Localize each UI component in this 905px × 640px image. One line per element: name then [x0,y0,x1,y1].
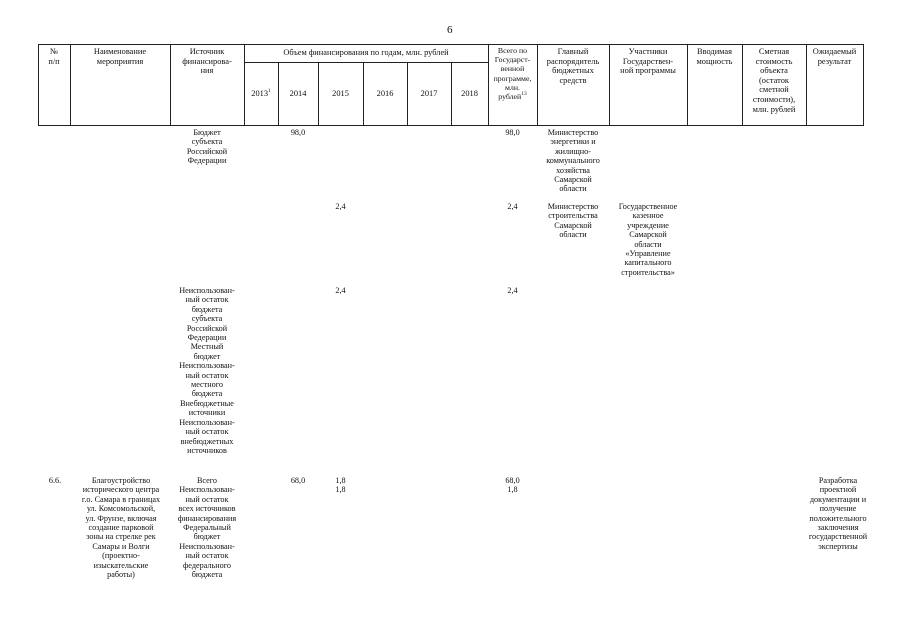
row4-source: Всего Неиспользован- ный остаток всех источников финансирования Федеральный бюджет Неиспользован- ный остаток федерального бюджета [177,476,237,580]
header-year-2018: 2018 [461,89,478,98]
header-num: № п/п [48,47,60,66]
row4-name: Благоустройство исторического центра г.о. Самара в границах ул. Комсомольской, ул. Фрунзе, включая создание парковой зоны на стрелке рек Самары и Волги (проектно- изыскательские работы) [81,476,161,580]
row1-manager: Министерство энергетики и жилищно- коммунального хозяйства Самарской области [546,128,600,194]
row4-result: Разработка проектной документации и получение положительного заключения государственной экспертизы [808,476,868,551]
header-year-2014: 2014 [289,89,307,98]
row4-2015: 1,8 1,8 [335,476,346,495]
header-year-2017: 2017 [420,89,438,98]
col-border [863,44,864,126]
row1-2014: 98,0 [290,128,306,137]
header-top-border [38,44,863,45]
header-source: Источник финансирова- ния [182,47,232,76]
row4-total: 68,0 1,8 [505,476,520,495]
row2-participants: Государственное казенное учреждение Самарской области «Управление капитального строительства» [618,202,678,277]
header-name: Наименование мероприятия [93,47,147,66]
header-manager: Главный распорядитель бюджетных средств [546,47,600,85]
header-year-2015: 2015 [332,89,349,98]
row2-manager: Министерство строительства Самарской области [547,202,599,240]
header-year-2013: 2013$^1$ [251,88,271,98]
row1-total: 98,0 [505,128,520,137]
header-cost: Сметная стоимость объекта (остаток сметной стоимости), млн. рублей [752,47,796,114]
row3-total: 2,4 [507,286,518,295]
row1-source: Бюджет субъекта Российской Федерации [186,128,228,166]
page-number: 6 [447,24,453,36]
row2-total: 2,4 [507,202,518,211]
row3-2015: 2,4 [335,286,346,295]
header-result: Ожидаемый результат [812,47,857,66]
header-capacity: Вводимая мощность [696,47,733,66]
header-total: Всего по Государст- венной программе, млн. рублей$^{13}$ [493,46,532,102]
header-financing: Объем финансирования по годам, млн. рублей [283,48,449,57]
row3-source: Неиспользован- ный остаток бюджета субъекта Российской Федерации Местный бюджет Неиспользован- ный остаток местного бюджета Внебюджетные источники Неиспользован- ный остаток внебюджетных источников [179,286,235,455]
header-participants: Участники Государствен- ной программы [620,47,676,76]
row4-2014: 68,0 [290,476,306,485]
header-year-2016: 2016 [376,89,394,98]
row2-2015: 2,4 [335,202,346,211]
row4-num: 6.6. [48,476,62,485]
